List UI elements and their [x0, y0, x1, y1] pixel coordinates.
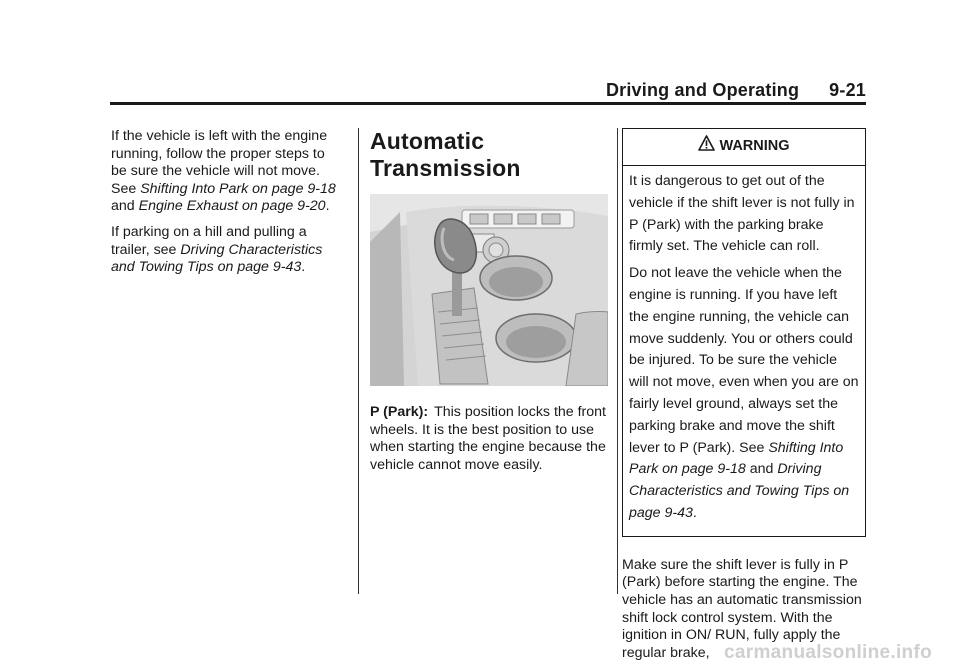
page-number: 9-21	[829, 80, 866, 100]
column-2	[370, 128, 610, 474]
shift-lever-illustration	[370, 194, 608, 386]
link-towing-tips[interactable]: Driving Characteristics and Towing Tips on page 9-43	[111, 241, 323, 276]
warning-paragraph-2: Do not leave the vehicle when the engine is running. If you have left the engine running, the vehicle can move suddenly. You or others could be injured. To be sure the vehicle will not move, even when you are on fairly level ground, always set the parking brake and move the shift lever to P (Park). See Shifting Into Park on page 9-18 and Driving Characteristics and Towing Tips on page 9-43.	[629, 265, 859, 521]
warning-label: WARNING	[719, 138, 790, 155]
link-engine-exhaust[interactable]: Engine Exhaust on page 9-20	[138, 198, 326, 215]
warning-body	[623, 166, 865, 536]
header-rule	[110, 102, 866, 105]
shift-lock-paragraph: Make sure the shift lever is fully in P (Park) before starting the engine. The vehicle has an automatic transmission shift lock control system. With the ignition in ON/ RUN, fully apply the regular brake,	[622, 556, 862, 661]
warning-box	[622, 128, 866, 537]
park-description: P (Park): This position locks the front wheels. It is the best position to use when starting the engine because the vehicle cannot move easily.	[370, 404, 606, 473]
warning-triangle-icon	[698, 135, 715, 159]
park-term: P (Park):	[370, 404, 429, 420]
page-header	[110, 76, 866, 102]
section-name: Driving and Operating	[605, 80, 800, 100]
section-title: Automatic Transmission	[370, 128, 521, 181]
warning-paragraph-1: It is dangerous to get out of the vehicle if the shift lever is not fully in P (Park) with the parking brake firmly set. The vehicle can roll.	[629, 173, 855, 255]
header-text	[606, 80, 866, 101]
column-divider-2	[617, 128, 618, 594]
watermark: carmanualsonline.info	[724, 642, 932, 663]
column-divider-1	[358, 128, 359, 594]
link-shifting-into-park[interactable]: Shifting Into Park on page 9-18	[140, 180, 336, 197]
column-3	[622, 128, 870, 662]
link-shifting-into-park-2[interactable]: Shifting Into Park on page 9-18	[629, 439, 844, 478]
link-towing-tips-2[interactable]: Driving Characteristics and Towing Tips on page 9-43	[629, 461, 850, 521]
paragraph-left-running: If the vehicle is left with the engine running, follow the proper steps to be sure the vehicle will not move. See Shifting Into Park on page 9-18 and Engine Exhaust on page 9-20.	[111, 128, 336, 215]
column-1	[111, 128, 343, 285]
paragraph-hill-trailer: If parking on a hill and pulling a trailer, see Driving Characteristics and Towing Tips on page 9-43.	[111, 223, 323, 276]
warning-header	[623, 129, 865, 166]
